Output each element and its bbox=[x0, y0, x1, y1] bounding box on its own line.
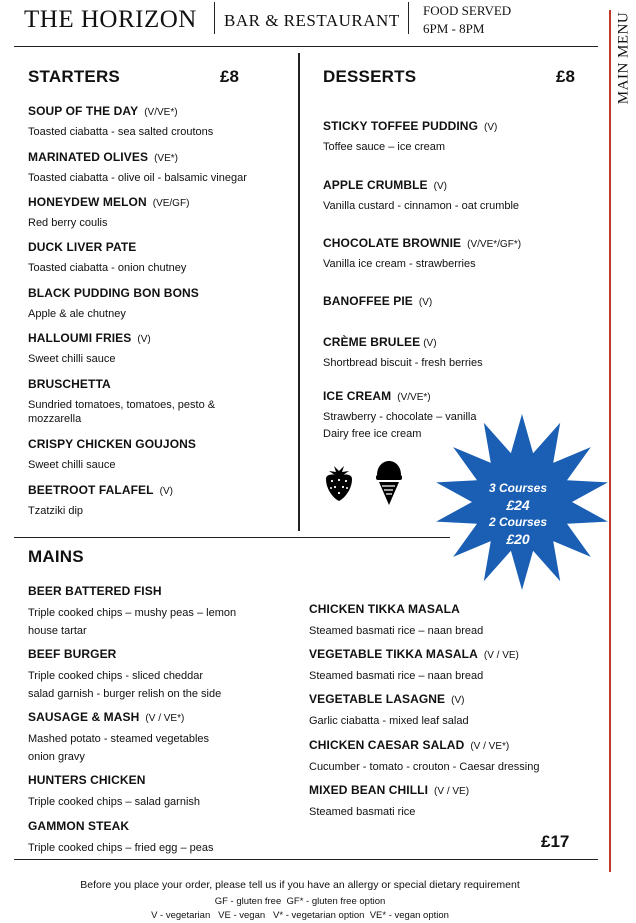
item-name: STICKY TOFFEE PUDDING bbox=[323, 119, 479, 133]
item-name: ICE CREAM bbox=[323, 389, 392, 403]
item-tag: (V) bbox=[433, 181, 447, 192]
starter-item bbox=[28, 102, 278, 141]
item-name: GAMMON STEAK bbox=[28, 819, 130, 833]
item-desc: Toffee sauce – ice cream bbox=[323, 141, 446, 153]
item-desc: Toasted ciabatta - olive oil - balsamic vinegar bbox=[28, 172, 247, 184]
item-desc: Triple cooked chips – salad garnish bbox=[28, 796, 201, 808]
main-item bbox=[309, 645, 599, 685]
item-name: CHICKEN TIKKA MASALA bbox=[309, 602, 460, 616]
ice-cream-cone-icon bbox=[374, 459, 404, 507]
item-desc: Toasted ciabatta - onion chutney bbox=[28, 262, 187, 274]
starter-item bbox=[28, 284, 278, 323]
item-name: SOUP OF THE DAY bbox=[28, 104, 139, 118]
item-tag: (V/VE*) bbox=[144, 107, 178, 118]
item-name: VEGETABLE TIKKA MASALA bbox=[309, 647, 478, 661]
item-name: HALLOUMI FRIES bbox=[28, 331, 132, 345]
item-name: CHICKEN CAESAR SALAD bbox=[309, 738, 465, 752]
allergy-notice: Before you place your order, please tell us if you have an allergy or special dietary requirement bbox=[80, 879, 520, 891]
starter-item bbox=[28, 435, 278, 474]
item-name: BLACK PUDDING BON BONS bbox=[28, 286, 199, 300]
starters-price: £8 bbox=[220, 67, 239, 86]
item-name: BANOFFEE PIE bbox=[323, 294, 413, 308]
item-tag: (V / VE) bbox=[483, 650, 519, 661]
item-desc: Steamed basmati rice – naan bread bbox=[309, 625, 484, 637]
food-served-label: FOOD SERVED bbox=[423, 3, 512, 18]
item-tag: (V) bbox=[137, 334, 151, 345]
item-name: MIXED BEAN CHILLI bbox=[309, 783, 429, 797]
item-name: BEETROOT FALAFEL bbox=[28, 483, 154, 497]
item-desc: Mashed potato - steamed vegetables onion gravy bbox=[28, 733, 210, 763]
item-desc: Toasted ciabatta - sea salted croutons bbox=[28, 126, 214, 138]
item-tag: (V) bbox=[159, 486, 173, 497]
dessert-item bbox=[323, 333, 593, 372]
dessert-item bbox=[323, 117, 593, 156]
strawberry-icon bbox=[323, 462, 355, 502]
item-desc: Apple & ale chutney bbox=[28, 308, 126, 320]
starter-item bbox=[28, 481, 278, 520]
item-tag: (VE/GF) bbox=[152, 198, 190, 209]
main-item bbox=[309, 690, 599, 730]
item-desc: Triple cooked chips – fried egg – peas bbox=[28, 842, 214, 854]
main-item bbox=[28, 771, 288, 811]
restaurant-subtitle: BAR & RESTAURANT bbox=[224, 11, 400, 30]
top-rule bbox=[14, 46, 598, 47]
item-tag: (V/VE*) bbox=[397, 392, 431, 403]
main-item bbox=[309, 736, 604, 776]
item-name: CRÈME BRULEE bbox=[323, 335, 421, 349]
main-item bbox=[309, 600, 599, 640]
item-tag: (V/VE*/GF*) bbox=[467, 239, 522, 250]
starter-item bbox=[28, 238, 278, 277]
item-name: CRISPY CHICKEN GOUJONS bbox=[28, 437, 197, 451]
starter-item bbox=[28, 193, 278, 232]
item-tag: (V / VE) bbox=[434, 786, 470, 797]
main-item bbox=[28, 817, 288, 857]
item-name: SAUSAGE & MASH bbox=[28, 710, 140, 724]
item-desc: Red berry coulis bbox=[28, 217, 108, 229]
starter-item bbox=[28, 148, 278, 187]
item-name: CHOCOLATE BROWNIE bbox=[323, 236, 462, 250]
main-item bbox=[28, 645, 288, 703]
offer-line-2-courses: 2 Courses bbox=[488, 515, 548, 529]
main-menu-side-label: MAIN MENU bbox=[615, 11, 632, 105]
item-name: APPLE CRUMBLE bbox=[323, 178, 428, 192]
item-name: MARINATED OLIVES bbox=[28, 150, 149, 164]
item-desc: Strawberry - chocolate – vanilla Dairy free ice cream bbox=[323, 411, 477, 440]
item-tag: (V / VE*) bbox=[470, 741, 510, 752]
desserts-price: £8 bbox=[556, 67, 575, 86]
item-tag: (V / VE*) bbox=[145, 713, 185, 724]
item-desc: Garlic ciabatta - mixed leaf salad bbox=[309, 715, 469, 727]
mains-title: MAINS bbox=[28, 547, 84, 566]
mains-top-rule bbox=[14, 537, 450, 538]
header-divider-2 bbox=[408, 2, 409, 34]
dietary-key-gluten: GF - gluten free GF* - gluten free option bbox=[214, 896, 386, 907]
dessert-item bbox=[323, 234, 593, 273]
item-name: VEGETABLE LASAGNE bbox=[309, 692, 446, 706]
item-name: HONEYDEW MELON bbox=[28, 195, 147, 209]
item-tag: (V) bbox=[451, 695, 465, 706]
item-desc: Triple cooked chips – mushy peas – lemon house tartar bbox=[28, 607, 237, 637]
offer-text bbox=[472, 480, 564, 548]
item-name: DUCK LIVER PATE bbox=[28, 240, 137, 254]
starter-item bbox=[28, 329, 278, 368]
item-desc: Cucumber - tomato - crouton - Caesar dressing bbox=[309, 761, 540, 773]
item-desc: Vanilla ice cream - strawberries bbox=[323, 258, 476, 270]
item-name: BEEF BURGER bbox=[28, 647, 117, 661]
offer-line-3-courses: 3 Courses bbox=[488, 481, 548, 495]
item-desc: Vanilla custard - cinnamon - oat crumble bbox=[323, 200, 520, 212]
main-item bbox=[28, 708, 288, 766]
item-name: HUNTERS CHICKEN bbox=[28, 773, 146, 787]
item-desc: Sweet chilli sauce bbox=[28, 353, 116, 365]
item-desc: Sweet chilli sauce bbox=[28, 459, 116, 471]
food-served-hours: 6PM - 8PM bbox=[423, 21, 485, 36]
column-divider bbox=[298, 53, 300, 531]
item-desc: Shortbread biscuit - fresh berries bbox=[323, 357, 483, 369]
starters-title: STARTERS bbox=[28, 67, 120, 86]
header-divider-1 bbox=[214, 2, 215, 34]
desserts-title: DESSERTS bbox=[323, 67, 417, 86]
item-name: BRUSCHETTA bbox=[28, 377, 111, 391]
offer-price-2-courses: £20 bbox=[506, 531, 530, 547]
item-desc: Steamed basmati rice – naan bread bbox=[309, 670, 484, 682]
item-tag: (VE*) bbox=[154, 153, 178, 164]
item-tag: (V) bbox=[418, 297, 433, 308]
bottom-rule bbox=[14, 859, 598, 860]
item-desc: Triple cooked chips - sliced cheddar salad garnish - burger relish on the side bbox=[28, 670, 222, 700]
item-desc: Sundried tomatoes, tomatoes, pesto & mozzarella bbox=[28, 399, 216, 425]
item-tag: (V) bbox=[423, 338, 437, 349]
starter-item bbox=[28, 375, 248, 426]
dessert-item bbox=[323, 176, 593, 215]
main-item bbox=[28, 582, 288, 640]
item-name: BEER BATTERED FISH bbox=[28, 584, 162, 598]
item-tag: (V) bbox=[484, 122, 498, 133]
offer-price-3-courses: £24 bbox=[506, 497, 530, 513]
item-desc: Tzatziki dip bbox=[28, 505, 84, 517]
dietary-key-veg: V - vegetarian VE - vegan V* - vegetarian option VE* - vegan option bbox=[151, 910, 449, 921]
item-desc: Steamed basmati rice bbox=[309, 806, 416, 818]
dessert-item bbox=[323, 292, 593, 310]
mains-price: £17 bbox=[541, 832, 570, 851]
restaurant-title: THE HORIZON bbox=[24, 6, 197, 33]
main-item bbox=[309, 781, 599, 821]
